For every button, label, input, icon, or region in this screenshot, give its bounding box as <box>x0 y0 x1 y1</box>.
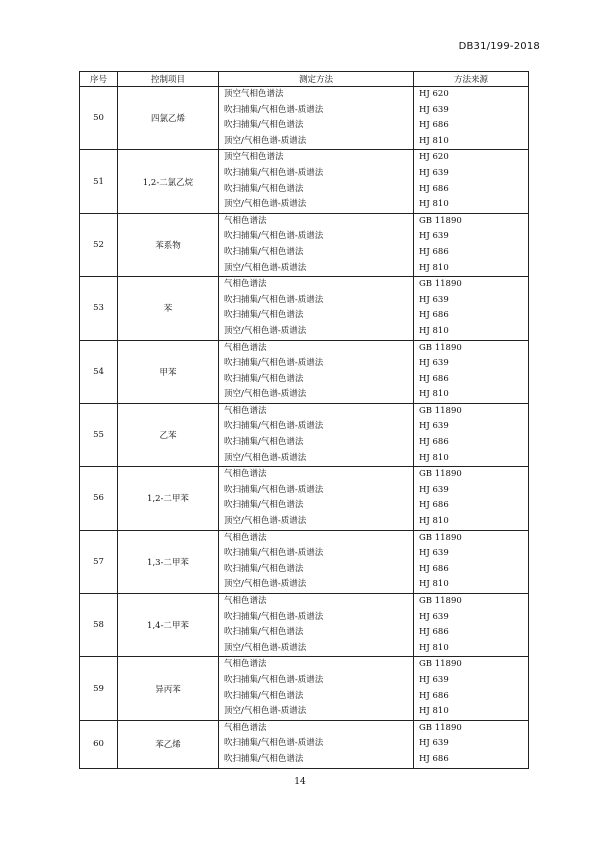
row-number: 56 <box>80 467 118 530</box>
method-list <box>219 594 414 657</box>
method-list <box>219 657 414 720</box>
method-entry: 顶空/气相色谱-质谱法 <box>224 389 307 400</box>
row-number: 59 <box>80 657 118 720</box>
method-entry: 吹扫捕集/气相色谱法 <box>224 563 304 574</box>
source-entry: HJ 639 <box>419 231 449 242</box>
source-entry: HJ 686 <box>419 310 449 321</box>
source-entry: HJ 620 <box>419 152 449 163</box>
source-entry: HJ 810 <box>419 325 449 336</box>
source-entry: HJ 810 <box>419 516 449 527</box>
row-number: 52 <box>80 213 118 276</box>
source-list <box>414 277 529 340</box>
method-list <box>219 720 414 768</box>
control-item: 甲苯 <box>118 340 219 403</box>
method-entry: 吹扫捕集/气相色谱-质谱法 <box>224 421 324 432</box>
method-entry: 吹扫捕集/气相色谱法 <box>224 310 304 321</box>
source-entry: HJ 639 <box>419 611 449 622</box>
source-entry: HJ 686 <box>419 500 449 511</box>
header-method: 测定方法 <box>219 72 414 87</box>
method-list <box>219 403 414 466</box>
method-entry: 吹扫捕集/气相色谱法 <box>224 373 304 384</box>
source-entry: GB 11890 <box>419 405 462 416</box>
row-number: 53 <box>80 277 118 340</box>
source-entry: HJ 639 <box>419 294 449 305</box>
source-entry: HJ 686 <box>419 437 449 448</box>
source-entry: HJ 810 <box>419 389 449 400</box>
control-item: 苯 <box>118 277 219 340</box>
source-list <box>414 213 529 276</box>
table-row <box>80 277 529 340</box>
method-table <box>79 71 529 769</box>
method-entry: 气相色谱法 <box>224 342 267 353</box>
method-list <box>219 530 414 593</box>
source-entry: HJ 639 <box>419 167 449 178</box>
method-entry: 气相色谱法 <box>224 722 267 733</box>
method-entry: 吹扫捕集/气相色谱-质谱法 <box>224 548 324 559</box>
table-row <box>80 340 529 403</box>
method-entry: 吹扫捕集/气相色谱-质谱法 <box>224 167 324 178</box>
row-number: 55 <box>80 403 118 466</box>
row-number: 60 <box>80 720 118 768</box>
source-entry: HJ 639 <box>419 484 449 495</box>
source-entry: HJ 810 <box>419 452 449 463</box>
page-number: 14 <box>294 777 306 787</box>
row-number: 51 <box>80 150 118 213</box>
control-item: 1,4-二甲苯 <box>118 594 219 657</box>
source-entry: HJ 810 <box>419 642 449 653</box>
method-entry: 吹扫捕集/气相色谱-质谱法 <box>224 231 324 242</box>
method-entry: 顶空/气相色谱-质谱法 <box>224 579 307 590</box>
method-entry: 吹扫捕集/气相色谱法 <box>224 690 304 701</box>
method-entry: 气相色谱法 <box>224 405 267 416</box>
source-entry: HJ 686 <box>419 246 449 257</box>
method-entry: 吹扫捕集/气相色谱法 <box>224 500 304 511</box>
method-entry: 顶空/气相色谱-质谱法 <box>224 135 307 146</box>
document-code: DB31/199-2018 <box>458 41 540 52</box>
method-list <box>219 467 414 530</box>
source-entry: GB 11890 <box>419 596 462 606</box>
method-list <box>219 340 414 403</box>
row-number: 57 <box>80 530 118 593</box>
method-entry: 吹扫捕集/气相色谱-质谱法 <box>224 611 324 622</box>
source-entry: GB 11890 <box>419 659 462 670</box>
method-entry: 气相色谱法 <box>224 596 267 606</box>
source-list <box>414 340 529 403</box>
header-no: 序号 <box>80 72 118 87</box>
source-list <box>414 150 529 213</box>
table-row <box>80 720 529 768</box>
source-entry: HJ 810 <box>419 262 449 273</box>
source-entry: HJ 639 <box>419 358 449 369</box>
source-entry: HJ 620 <box>419 89 449 99</box>
source-entry: GB 11890 <box>419 532 462 543</box>
method-entry: 顶空/气相色谱-质谱法 <box>224 642 307 653</box>
source-entry: HJ 639 <box>419 421 449 432</box>
control-item: 苯乙烯 <box>118 720 219 768</box>
table-row <box>80 594 529 657</box>
method-entry: 吹扫捕集/气相色谱法 <box>224 627 304 638</box>
source-entry: HJ 810 <box>419 199 449 210</box>
method-entry: 顶空/气相色谱-质谱法 <box>224 262 307 273</box>
table-row <box>80 467 529 530</box>
method-entry: 气相色谱法 <box>224 659 267 670</box>
method-entry: 吹扫捕集/气相色谱法 <box>224 246 304 257</box>
source-entry: GB 11890 <box>419 279 462 290</box>
table-row <box>80 530 529 593</box>
method-list <box>219 213 414 276</box>
source-entry: GB 11890 <box>419 722 462 733</box>
source-entry: HJ 639 <box>419 548 449 559</box>
source-entry: HJ 686 <box>419 563 449 574</box>
source-entry: GB 11890 <box>419 342 462 353</box>
source-entry: HJ 686 <box>419 690 449 701</box>
header-source: 方法来源 <box>414 72 529 87</box>
method-list <box>219 277 414 340</box>
table-row <box>80 150 529 213</box>
control-item: 四氯乙烯 <box>118 87 219 150</box>
source-list <box>414 87 529 150</box>
table-row <box>80 657 529 720</box>
method-list <box>219 150 414 213</box>
control-item: 苯系物 <box>118 213 219 276</box>
control-item: 乙苯 <box>118 403 219 466</box>
method-entry: 吹扫捕集/气相色谱法 <box>224 753 304 764</box>
source-list <box>414 467 529 530</box>
method-entry: 吹扫捕集/气相色谱-质谱法 <box>224 484 324 495</box>
source-entry: HJ 639 <box>419 738 449 749</box>
method-entry: 吹扫捕集/气相色谱-质谱法 <box>224 358 324 369</box>
method-entry: 气相色谱法 <box>224 215 267 226</box>
source-entry: HJ 639 <box>419 104 449 115</box>
source-list <box>414 594 529 657</box>
table-row <box>80 87 529 150</box>
method-entry: 气相色谱法 <box>224 469 267 480</box>
method-entry: 吹扫捕集/气相色谱-质谱法 <box>224 738 324 749</box>
control-item: 1,2-二氯乙烷 <box>118 150 219 213</box>
source-entry: HJ 810 <box>419 135 449 146</box>
source-entry: HJ 810 <box>419 579 449 590</box>
method-entry: 顶空/气相色谱-质谱法 <box>224 706 307 717</box>
source-entry: GB 11890 <box>419 469 462 480</box>
control-item: 异丙苯 <box>118 657 219 720</box>
method-entry: 吹扫捕集/气相色谱法 <box>224 120 304 131</box>
row-number: 50 <box>80 87 118 150</box>
table-row <box>80 213 529 276</box>
method-entry: 吹扫捕集/气相色谱-质谱法 <box>224 104 324 115</box>
header-item: 控制项目 <box>118 72 219 87</box>
source-entry: HJ 639 <box>419 674 449 685</box>
source-list <box>414 403 529 466</box>
method-list <box>219 87 414 150</box>
control-item: 1,2-二甲苯 <box>118 467 219 530</box>
method-entry: 吹扫捕集/气相色谱法 <box>224 437 304 448</box>
row-number: 54 <box>80 340 118 403</box>
source-entry: HJ 810 <box>419 706 449 717</box>
method-entry: 气相色谱法 <box>224 532 267 543</box>
method-entry: 吹扫捕集/气相色谱-质谱法 <box>224 674 324 685</box>
source-list <box>414 657 529 720</box>
source-entry: HJ 686 <box>419 120 449 131</box>
method-entry: 气相色谱法 <box>224 279 267 290</box>
control-item: 1,3-二甲苯 <box>118 530 219 593</box>
method-entry: 吹扫捕集/气相色谱-质谱法 <box>224 294 324 305</box>
method-entry: 顶空/气相色谱-质谱法 <box>224 325 307 336</box>
source-entry: HJ 686 <box>419 373 449 384</box>
table-header-row <box>80 72 529 87</box>
method-entry: 顶空/气相色谱-质谱法 <box>224 199 307 210</box>
table-body <box>80 87 529 769</box>
source-entry: HJ 686 <box>419 183 449 194</box>
source-entry: HJ 686 <box>419 753 449 764</box>
method-entry: 顶空气相色谱法 <box>224 152 284 163</box>
source-list <box>414 720 529 768</box>
table-row <box>80 403 529 466</box>
method-entry: 顶空/气相色谱-质谱法 <box>224 516 307 527</box>
method-entry: 顶空/气相色谱-质谱法 <box>224 452 307 463</box>
row-number: 58 <box>80 594 118 657</box>
method-entry: 吹扫捕集/气相色谱法 <box>224 183 304 194</box>
method-entry: 顶空气相色谱法 <box>224 89 284 99</box>
source-entry: HJ 686 <box>419 627 449 638</box>
source-list <box>414 530 529 593</box>
source-entry: GB 11890 <box>419 215 462 226</box>
